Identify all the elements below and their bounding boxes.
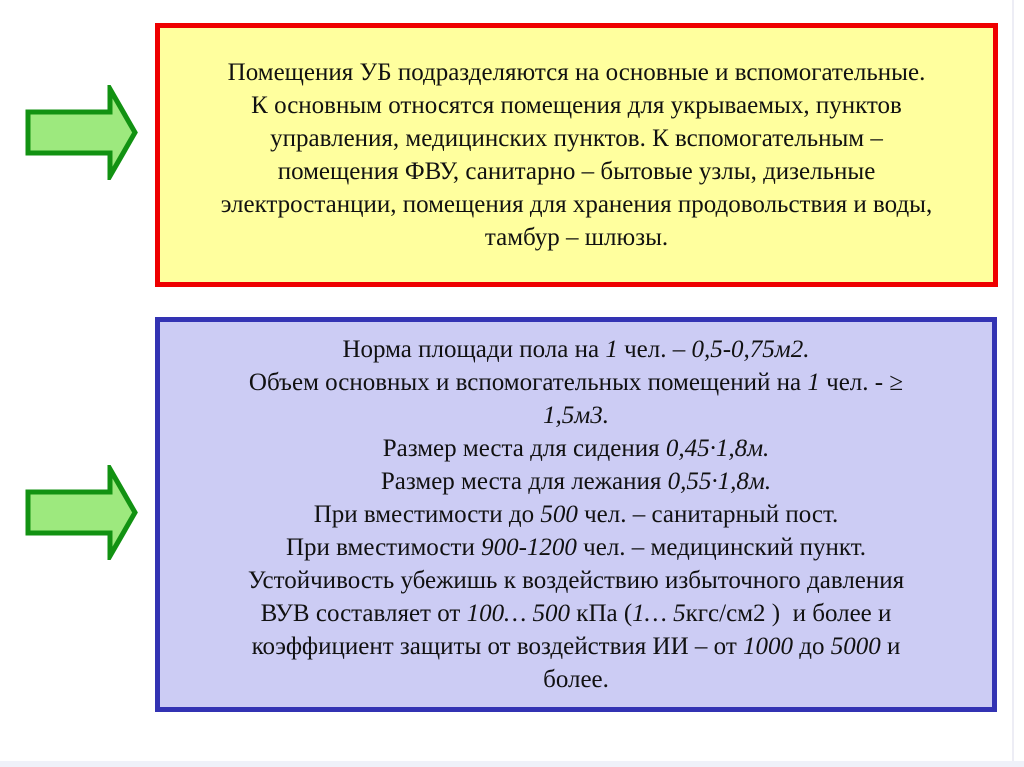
text-line: ВУВ составляет от 100… 500 кПа (1… 5кгс/см2 ) и более и	[260, 600, 892, 627]
text-line: электростанции, помещения для хранения продовольствия и воды,	[220, 191, 933, 218]
text-line: Объем основных и вспомогательных помещений на 1 чел. - ≥	[248, 369, 904, 396]
text-line: тамбур – шлюзы.	[484, 224, 669, 251]
text-line: управления, медицинских пунктов. К вспомогательным –	[270, 125, 883, 152]
text-line: Помещения УБ подразделяются на основные и вспомогательные.	[227, 59, 926, 86]
text-line: коэффициент защиты от воздействия ИИ – от 1000 до 5000 и	[251, 633, 901, 660]
text-line: К основным относятся помещения для укрываемых, пунктов	[251, 92, 902, 119]
text-line: Размер места для сидения 0,45·1,8м.	[382, 435, 770, 462]
text-line: Размер места для лежания 0,55·1,8м.	[380, 468, 772, 495]
text-line: При вместимости 900-1200 чел. – медицинский пункт.	[285, 534, 866, 561]
arrow-right-shape	[28, 469, 135, 556]
text-line: 1,5м3.	[543, 402, 609, 429]
bottom-text-box	[155, 317, 997, 712]
slide-right-edge	[1012, 0, 1014, 767]
text-line: Норма площади пола на 1 чел. – 0,5-0,75м2.	[342, 336, 810, 363]
text-line: более.	[543, 666, 609, 693]
arrow-right-shape	[28, 89, 135, 176]
arrow-right-icon	[25, 85, 138, 180]
arrow-right-icon	[25, 465, 138, 560]
text-line: При вместимости до 500 чел. – санитарный пост.	[313, 501, 839, 528]
text-line: помещения ФВУ, санитарно – бытовые узлы, дизельные	[277, 158, 876, 185]
slide-bottom-edge	[0, 761, 1024, 767]
top-text-box	[155, 23, 998, 287]
text-line: Устойчивость убежишь к воздействию избыточного давления	[247, 567, 905, 594]
